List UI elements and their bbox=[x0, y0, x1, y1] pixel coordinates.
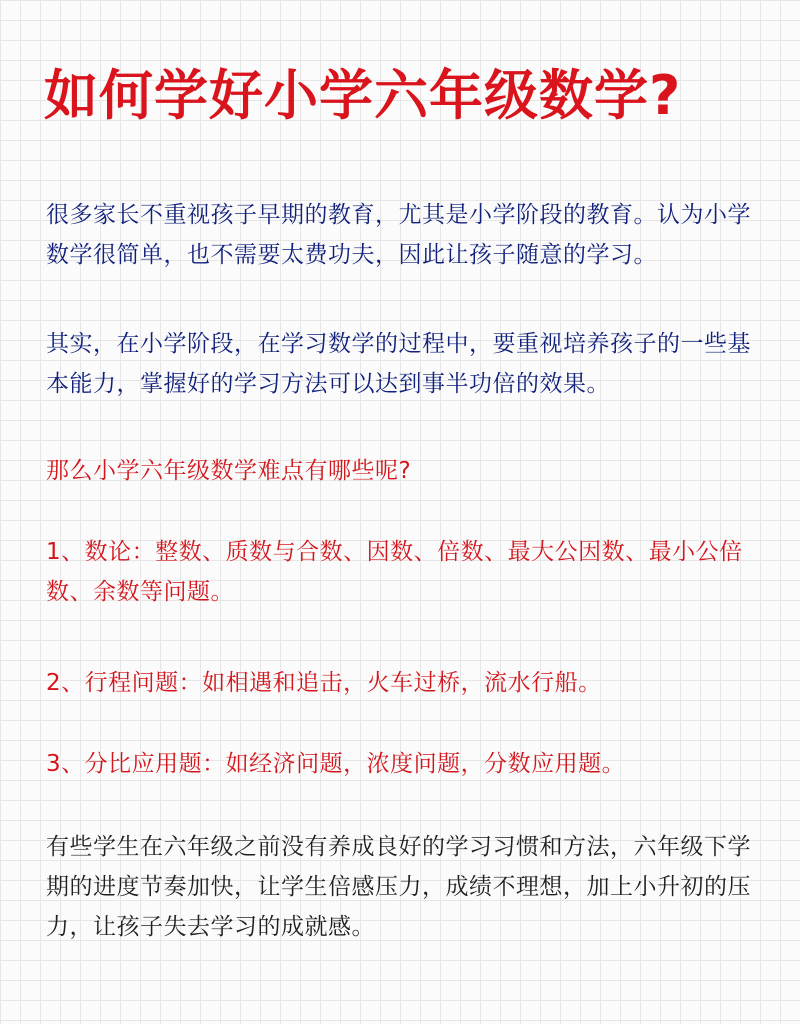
intro-paragraph-2: 其实，在小学阶段，在学习数学的过程中，要重视培养孩子的一些基本能力，掌握好的学习方法可以达到事半功倍的效果。 bbox=[46, 331, 751, 397]
list-item-ratio-problems: 3、分比应用题：如经济问题，浓度问题，分数应用题。 bbox=[46, 751, 626, 777]
list-item-number-theory: 1、数论：整数、质数与合数、因数、倍数、最大公因数、最小公倍数、余数等问题。 bbox=[46, 539, 743, 605]
closing-paragraph: 有些学生在六年级之前没有养成良好的学习习惯和方法，六年级下学期的进度节奏加快，让学生倍感压力，成绩不理想，加上小升初的压力，让孩子失去学习的成就感。 bbox=[46, 834, 751, 940]
intro-paragraph-1: 很多家长不重视孩子早期的教育，尤其是小学阶段的教育。认为小学数学很简单，也不需要太费功夫，因此让孩子随意的学习。 bbox=[46, 202, 751, 268]
list-item-travel-problems: 2、行程问题：如相遇和追击，火车过桥，流水行船。 bbox=[46, 670, 602, 696]
difficulty-question: 那么小学六年级数学难点有哪些呢? bbox=[46, 458, 412, 484]
page-title: 如何学好小学六年级数学? bbox=[44, 64, 682, 127]
